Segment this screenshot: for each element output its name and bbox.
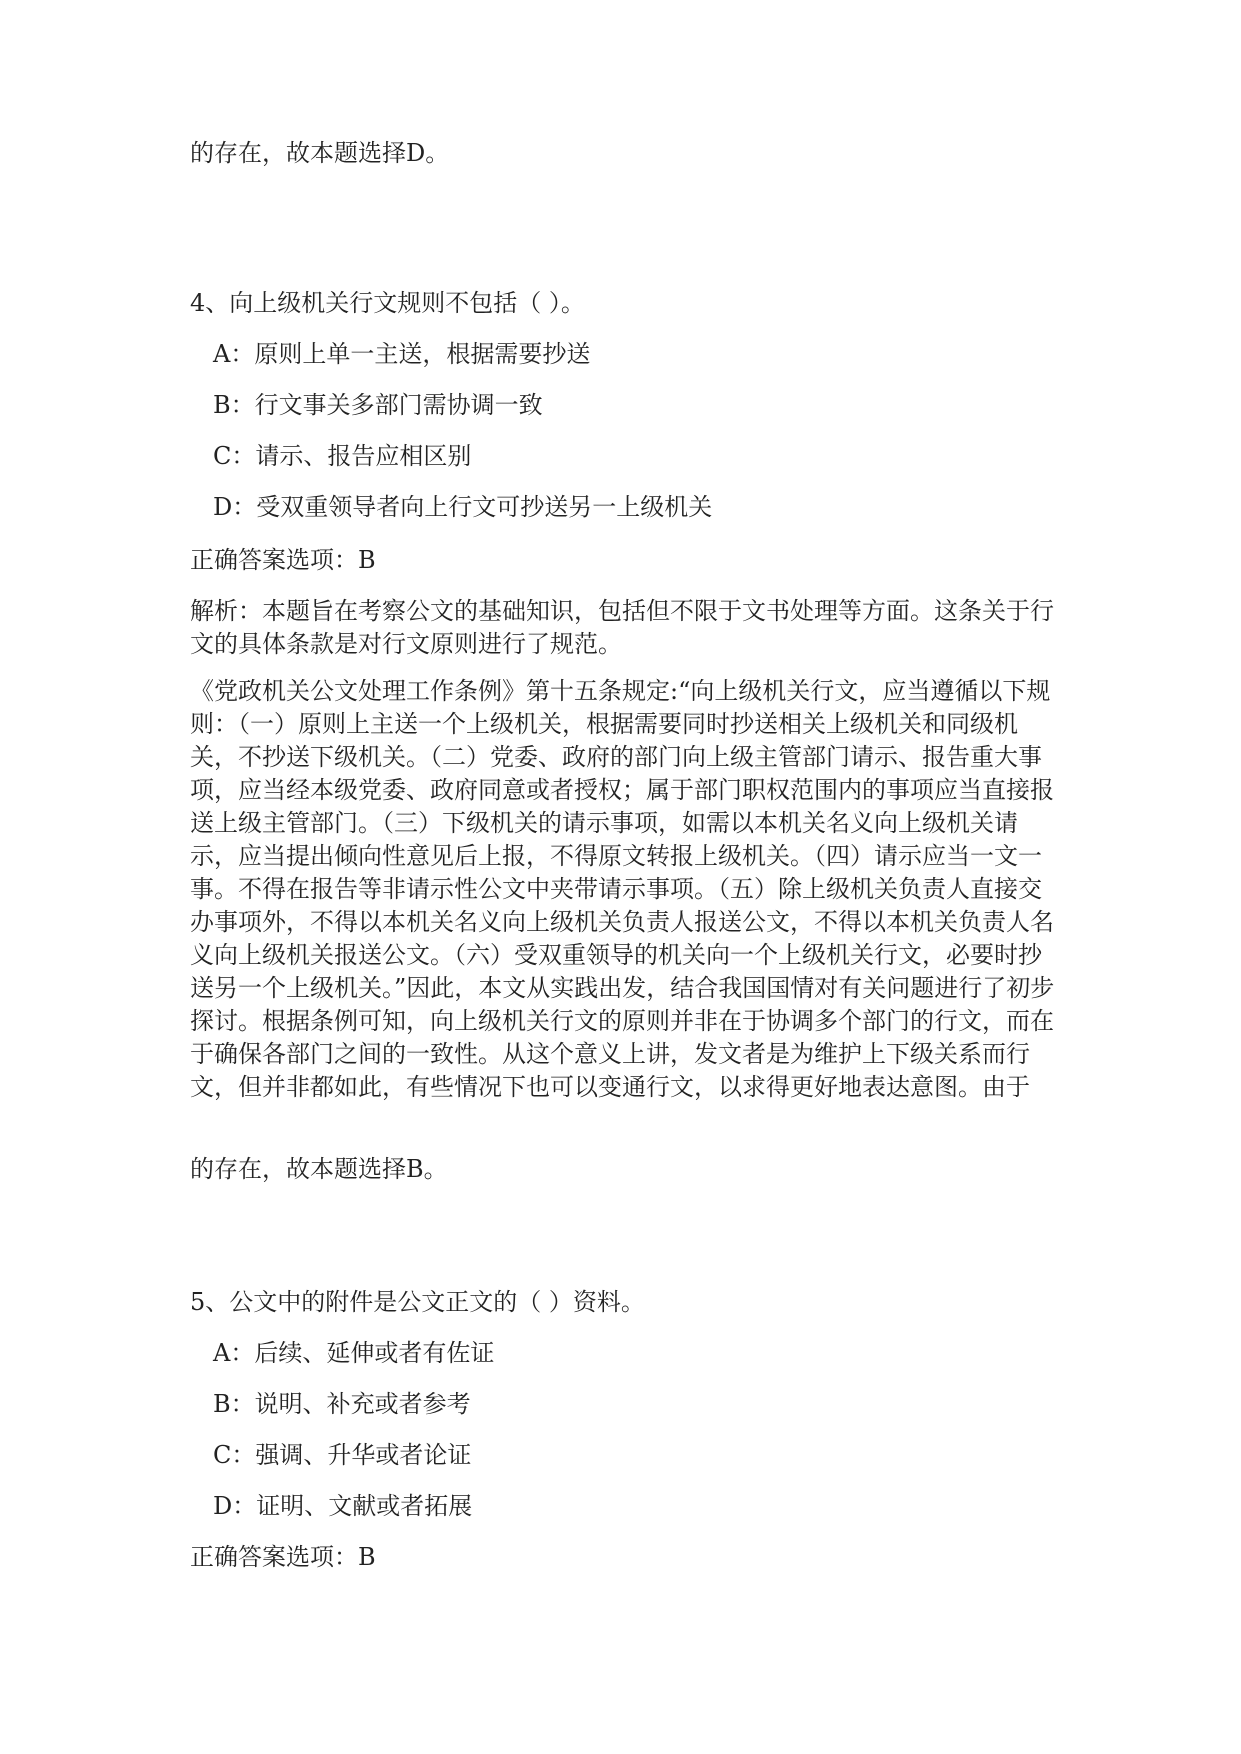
previous-answer-conclusion: 的存在，故本题选择D。 <box>190 139 450 167</box>
question-5-answer: 正确答案选项：B <box>190 1543 376 1571</box>
question-4-answer: 正确答案选项：B <box>190 546 376 574</box>
question-4-analysis-body: 《党政机关公文处理工作条例》第十五条规定:“向上级机关行文，应当遵循以下规则：（一）原则上主送一个上级机关，根据需要同时抄送相关上级机关和同级机关，不抄送下级机关。（二）党委、政府的部门向上级主管部门请示、报告重大事项，应当经本级党委、政府同意或者授权；属于部门职权范围内的事项应当直接报送上级主管部门。（三）下级机关的请示事项，如需以本机关名义向上级机关请示，应当提出倾向性意见后上报，不得原文转报上级机关。（四）请示应当一文一事。不得在报告等非请示性公文中夹带请示事项。（五）除上级机关负责人直接交办事项外，不得以本机关名义向上级机关负责人报送公文，不得以本机关负责人名义向上级机关报送公文。（六）受双重领导的机关向一个上级机关行文，必要时抄送另一个上级机关。”因此，本文从实践出发，结合我国国情对有关问题进行了初步探讨。根据条例可知，向上级机关行文的原则并非在于协调多个部门的行文，而在于确保各部门之间的一致性。从这个意义上讲，发文者是为维护上下级关系而行文，但并非都如此，有些情况下也可以变通行文，以求得更好地表达意图。由于 <box>190 677 1055 1101</box>
question-5-option-d: D：证明、文献或者拓展 <box>213 1492 473 1520</box>
question-4-analysis-intro: 解析：本题旨在考察公文的基础知识，包括但不限于文书处理等方面。这条关于行文的具体条款是对行文原则进行了规范。 <box>190 597 1054 658</box>
question-4-option-c: C：请示、报告应相区别 <box>213 442 472 470</box>
question-5-option-b: B：说明、补充或者参考 <box>213 1390 471 1418</box>
question-4-text: 4、向上级机关行文规则不包括（ ）。 <box>190 289 585 317</box>
question-4-option-a: A：原则上单一主送，根据需要抄送 <box>213 340 591 368</box>
question-5-option-c: C：强调、升华或者论证 <box>213 1441 472 1469</box>
question-5-option-a: A：后续、延伸或者有佐证 <box>213 1339 495 1367</box>
question-4-option-b: B：行文事关多部门需协调一致 <box>213 391 543 419</box>
question-4-option-d: D：受双重领导者向上行文可抄送另一上级机关 <box>213 493 713 521</box>
question-5-text: 5、公文中的附件是公文正文的（ ）资料。 <box>190 1288 645 1316</box>
question-4-conclusion: 的存在，故本题选择B。 <box>190 1155 448 1183</box>
